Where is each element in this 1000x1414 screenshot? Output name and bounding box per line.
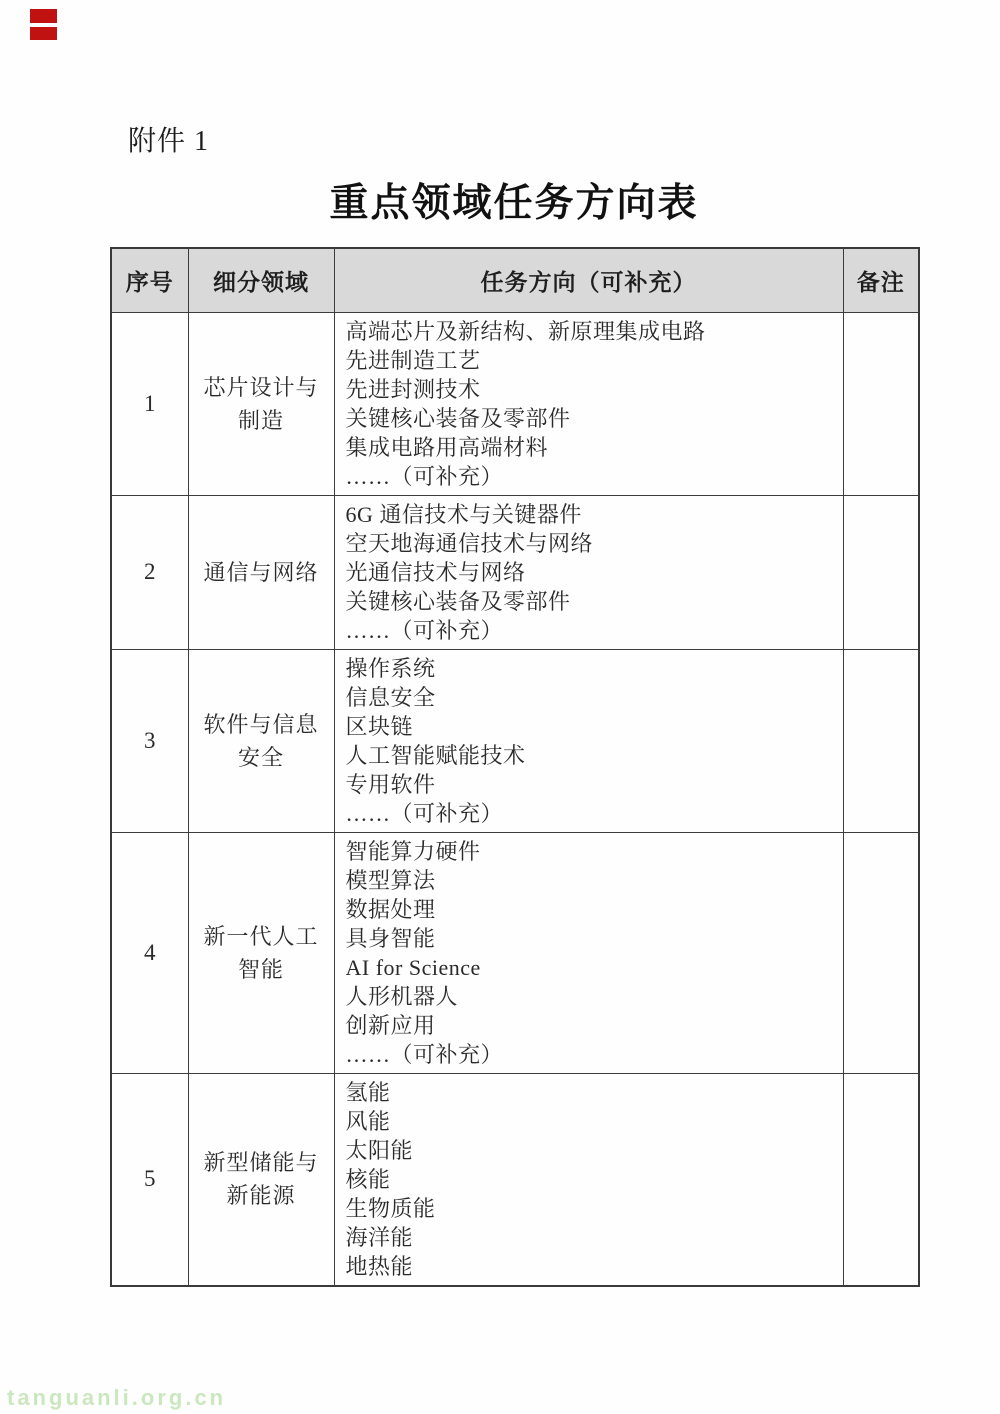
task-line: 信息安全: [345, 684, 436, 710]
cell-task-directions: [334, 832, 843, 1073]
cell-task-directions: [334, 495, 843, 649]
attachment-label: 附件 1: [128, 126, 210, 157]
task-line: 数据处理: [345, 896, 436, 922]
header-row: [111, 248, 919, 312]
task-line: ……（可补充）: [345, 800, 504, 826]
task-line: 智能算力硬件: [345, 838, 481, 864]
task-line: 操作系统: [345, 655, 436, 681]
cell-subdivided-field: 新一代人工智能: [188, 832, 334, 1073]
header-remarks: 备注: [843, 248, 919, 312]
task-line: 人工智能赋能技术: [345, 742, 526, 768]
task-line: 光通信技术与网络: [345, 559, 526, 585]
task-line: 人形机器人: [345, 983, 459, 1009]
cell-serial-number: 1: [111, 312, 188, 495]
task-direction-table-wrapper: [110, 247, 918, 1287]
task-line: 关键核心装备及零部件: [345, 588, 571, 614]
task-line: ……（可补充）: [345, 617, 504, 643]
cell-serial-number: 3: [111, 649, 188, 832]
cell-serial-number: 4: [111, 832, 188, 1073]
cell-serial-number: 2: [111, 495, 188, 649]
task-line: 先进制造工艺: [345, 347, 481, 373]
red-stamp-mark: [30, 27, 57, 40]
cell-remark: [843, 312, 919, 495]
table-header: [111, 248, 919, 312]
cell-remark: [843, 832, 919, 1073]
table-row: [111, 495, 919, 649]
table-body: [111, 312, 919, 1286]
cell-task-directions: [334, 1073, 843, 1286]
red-stamp-mark: [30, 9, 57, 23]
cell-subdivided-field: 新型储能与新能源: [188, 1073, 334, 1286]
cell-subdivided-field: 软件与信息安全: [188, 649, 334, 832]
header-subdivided-field: 细分领域: [188, 248, 334, 312]
header-task-direction: 任务方向（可补充）: [334, 248, 843, 312]
task-line: ……（可补充）: [345, 1041, 504, 1067]
cell-task-directions: [334, 649, 843, 832]
task-line: 创新应用: [345, 1012, 436, 1038]
task-line: 专用软件: [345, 771, 436, 797]
table-row: [111, 1073, 919, 1286]
task-line: 海洋能: [345, 1224, 414, 1250]
table-row: [111, 832, 919, 1073]
table-row: [111, 649, 919, 832]
task-line: 集成电路用高端材料: [345, 434, 549, 460]
cell-serial-number: 5: [111, 1073, 188, 1286]
cell-subdivided-field: 通信与网络: [188, 495, 334, 649]
cell-remark: [843, 649, 919, 832]
task-line: 空天地海通信技术与网络: [345, 530, 594, 556]
page-title: 重点领域任务方向表: [329, 182, 699, 225]
task-line: 生物质能: [345, 1195, 436, 1221]
header-serial-number: 序号: [111, 248, 188, 312]
task-line: 太阳能: [345, 1137, 414, 1163]
cell-remark: [843, 1073, 919, 1286]
task-line: 高端芯片及新结构、新原理集成电路: [345, 318, 706, 344]
task-line: 风能: [345, 1108, 391, 1134]
task-line: 关键核心装备及零部件: [345, 405, 571, 431]
cell-task-directions: [334, 312, 843, 495]
task-line: 模型算法: [345, 867, 436, 893]
task-line: ……（可补充）: [345, 463, 504, 489]
cell-remark: [843, 495, 919, 649]
task-line: 6G 通信技术与关键器件: [345, 501, 582, 527]
task-line: 区块链: [345, 713, 414, 739]
task-line: 核能: [345, 1166, 391, 1192]
task-line: 地热能: [345, 1253, 414, 1279]
cell-subdivided-field: 芯片设计与制造: [188, 312, 334, 495]
task-line: 具身智能: [345, 925, 436, 951]
task-line: 先进封测技术: [345, 376, 481, 402]
task-direction-table: [110, 247, 920, 1287]
table-row: [111, 312, 919, 495]
watermark-text: tanguanli.org.cn: [7, 1385, 227, 1410]
task-line: AI for Science: [345, 954, 481, 980]
task-line: 氢能: [345, 1079, 391, 1105]
